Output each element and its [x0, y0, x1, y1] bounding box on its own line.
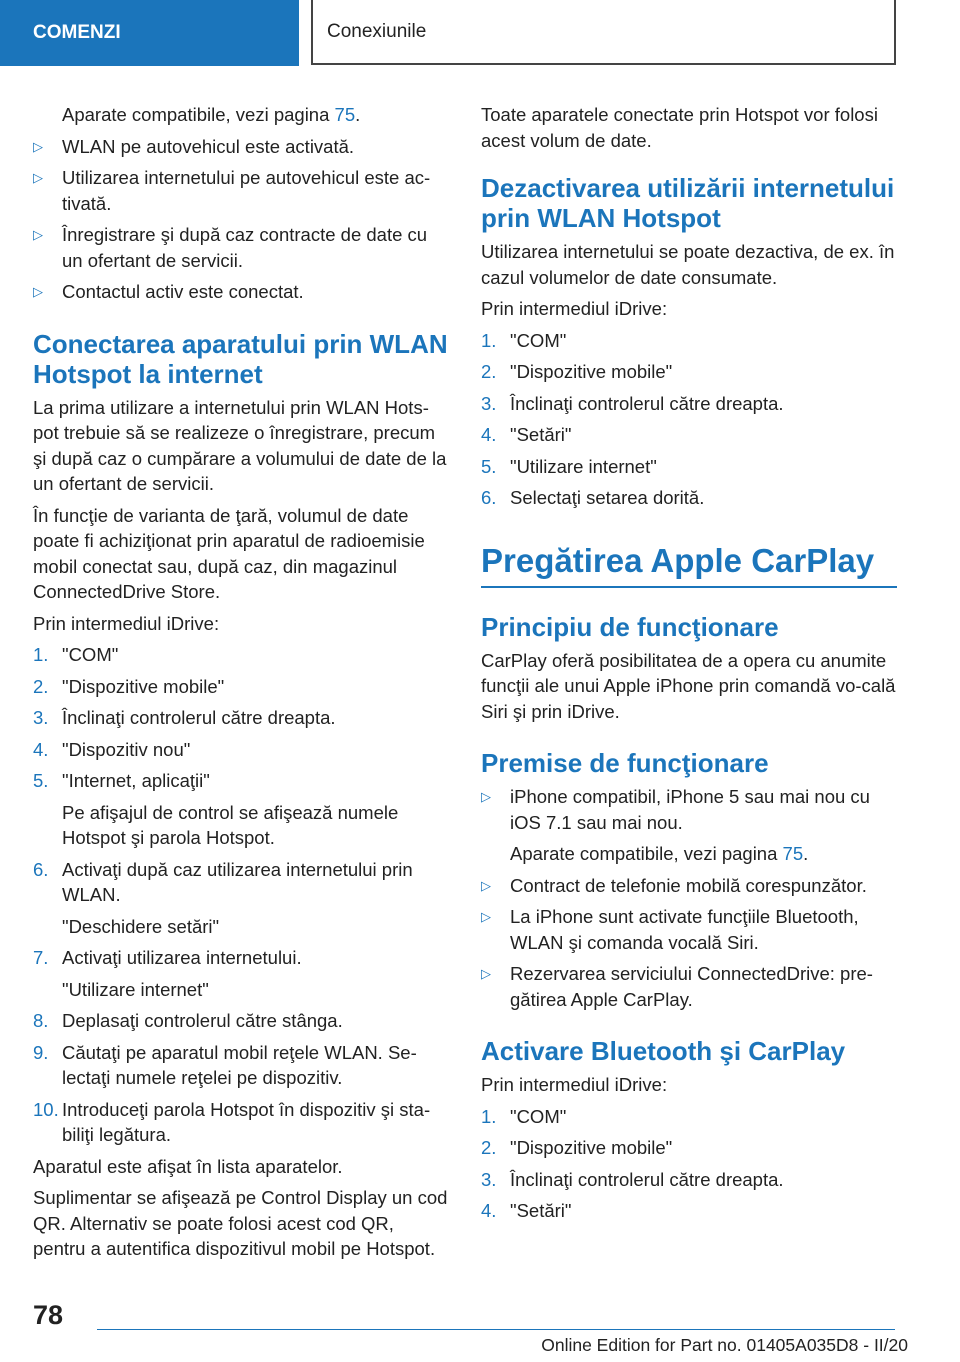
list-item: 4. "Setări" — [481, 1200, 572, 1221]
page-link[interactable]: 75 — [782, 843, 804, 864]
triangle-bullet-icon: ▷ — [33, 170, 43, 185]
paragraph: Aparatul este afişat în lista aparatelor. — [33, 1155, 343, 1177]
paragraph: CarPlay oferă posibilitatea de a opera cu anumite funcţii ale unui Apple iPhone prin comandă vo-cală Siri şi prin iDrive. — [481, 649, 896, 722]
chapter-heading: Pregătirea Apple CarPlay — [481, 541, 897, 588]
list-item: 4. "Setări" — [481, 424, 572, 445]
list-item: 10. Introduceţi parola Hotspot în dispozitiv şi sta-biliţi legătura. — [33, 1098, 431, 1145]
paragraph: Toate aparatele conectate prin Hotspot vor folosi acest volum de date. — [481, 104, 878, 151]
triangle-bullet-icon: ▷ — [481, 909, 491, 924]
triangle-bullet-icon: ▷ — [481, 877, 491, 893]
list-item: ▷ Contactul activ este conectat. — [33, 279, 449, 305]
paragraph: Prin intermediul iDrive: — [481, 298, 668, 319]
page-number: 78 — [33, 1300, 64, 1330]
paragraph: La prima utilizare a internetului prin WLAN Hots-pot trebuie să se realizeze o înregistrare, precum şi după caz o cumpărare a volumului de date de la un ofertant de servicii. — [33, 396, 447, 494]
paragraph: În funcţie de varianta de ţară, volumul de date poate fi achiziţionat prin aparatul de radioemisie mobil conectat sau, după caz, din magazinul ConnectedDrive Store. — [33, 504, 425, 602]
list-item: 6. Activaţi după caz utilizarea internetului prin WLAN. "Deschidere setări" — [33, 858, 413, 937]
list-item: ▷ iPhone compatibil, iPhone 5 sau mai nou cu iOS 7.1 sau mai nou. Aparate compatibile, vezi pagina 75. — [481, 786, 870, 864]
list-item: ▷ Rezervarea serviciului ConnectedDrive: pre-gătirea Apple CarPlay. — [481, 963, 873, 1010]
list-item: ▷ Înregistrare şi după caz contracte de date cu un ofertant de servicii. — [33, 224, 428, 271]
section-tab: COMENZI — [0, 0, 299, 66]
section-heading: Conectarea aparatului prin WLAN Hotspot la internet — [33, 328, 448, 389]
triangle-bullet-icon: ▷ — [481, 966, 491, 981]
left-column — [33, 102, 449, 1268]
list-item: 3. Înclinaţi controlerul către dreapta. — [481, 392, 784, 414]
list-item: 2. "Dispozitive mobile" — [481, 1137, 673, 1158]
triangle-bullet-icon: ▷ — [481, 789, 491, 804]
list-item: 1. "COM" — [33, 644, 119, 665]
list-item: 4. "Dispozitiv nou" — [33, 738, 191, 760]
list-item: 5. "Internet, aplicaţii" Pe afişajul de control se afişează numele Hotspot şi parola Hotspot. — [33, 770, 399, 848]
list-item: ▷ WLAN pe autovehicul este activată. — [33, 134, 449, 160]
list-item: 3. Înclinaţi controlerul către dreapta. — [481, 1168, 784, 1190]
list-item: ▷ La iPhone sunt activate funcţiile Bluetooth, WLAN şi comanda vocală Siri. — [481, 906, 859, 953]
section-heading: Activare Bluetooth şi CarPlay — [481, 1036, 846, 1066]
list-item: 1. "COM" — [481, 329, 567, 351]
list-item: ▷ Contract de telefonie mobilă corespunzător. — [481, 873, 897, 899]
section-heading: Dezactivarea utilizării internetului prin WLAN Hotspot — [481, 173, 895, 233]
chapter-title: Conexiunile — [311, 0, 896, 65]
triangle-bullet-icon: ▷ — [33, 227, 43, 242]
list-item: ▷ Utilizarea internetului pe autovehicul este ac-tivată. — [33, 167, 431, 214]
paragraph: Utilizarea internetului se poate dezactiva, de ex. în cazul volumelor de date consumate. — [481, 241, 895, 288]
list-item: 1. "COM" — [481, 1105, 567, 1127]
footer-edition: Online Edition for Part no. 01405A035D8 - II/20 — [541, 1335, 908, 1355]
list-item: 7. Activaţi utilizarea internetului. "Utilizare internet" — [33, 947, 302, 1000]
list-item: 2. "Dispozitive mobile" — [481, 361, 673, 382]
triangle-bullet-icon: ▷ — [33, 138, 43, 154]
steps-list — [481, 1104, 897, 1224]
list-item: 5. "Utilizare internet" — [481, 455, 657, 477]
paragraph: Suplimentar se afişează pe Control Display un cod QR. Alternativ se poate folosi acest cod QR, pentru a autentifica dispozitivul mobil pe Hotspot. — [33, 1187, 448, 1259]
list-item: 9. Căutaţi pe aparatul mobil reţele WLAN. Se-lectaţi numele reţelei pe dispozitiv. — [33, 1041, 417, 1088]
right-column — [481, 102, 897, 1230]
triangle-bullet-icon: ▷ — [33, 284, 43, 299]
section-heading: Premise de funcţionare — [481, 748, 769, 778]
section-heading: Principiu de funcţionare — [481, 611, 779, 642]
requirements-list — [33, 134, 449, 305]
list-item: 3. Înclinaţi controlerul către dreapta. — [33, 707, 336, 728]
paragraph: Prin intermediul iDrive: — [33, 612, 220, 634]
page-header — [0, 0, 960, 66]
list-item: 8. Deplasaţi controlerul către stânga. — [33, 1010, 343, 1031]
compat-note: Aparate compatibile, vezi pagina 75. — [62, 104, 361, 125]
steps-list — [33, 642, 449, 1148]
list-item: 2. "Dispozitive mobile" — [33, 675, 225, 697]
footer-divider — [97, 1329, 895, 1330]
list-item: 6. Selectaţi setarea dorită. — [481, 487, 705, 508]
steps-list — [481, 328, 897, 511]
paragraph: Prin intermediul iDrive: — [481, 1074, 668, 1095]
requirements-list — [481, 784, 897, 1012]
page-link[interactable]: 75 — [334, 104, 356, 125]
